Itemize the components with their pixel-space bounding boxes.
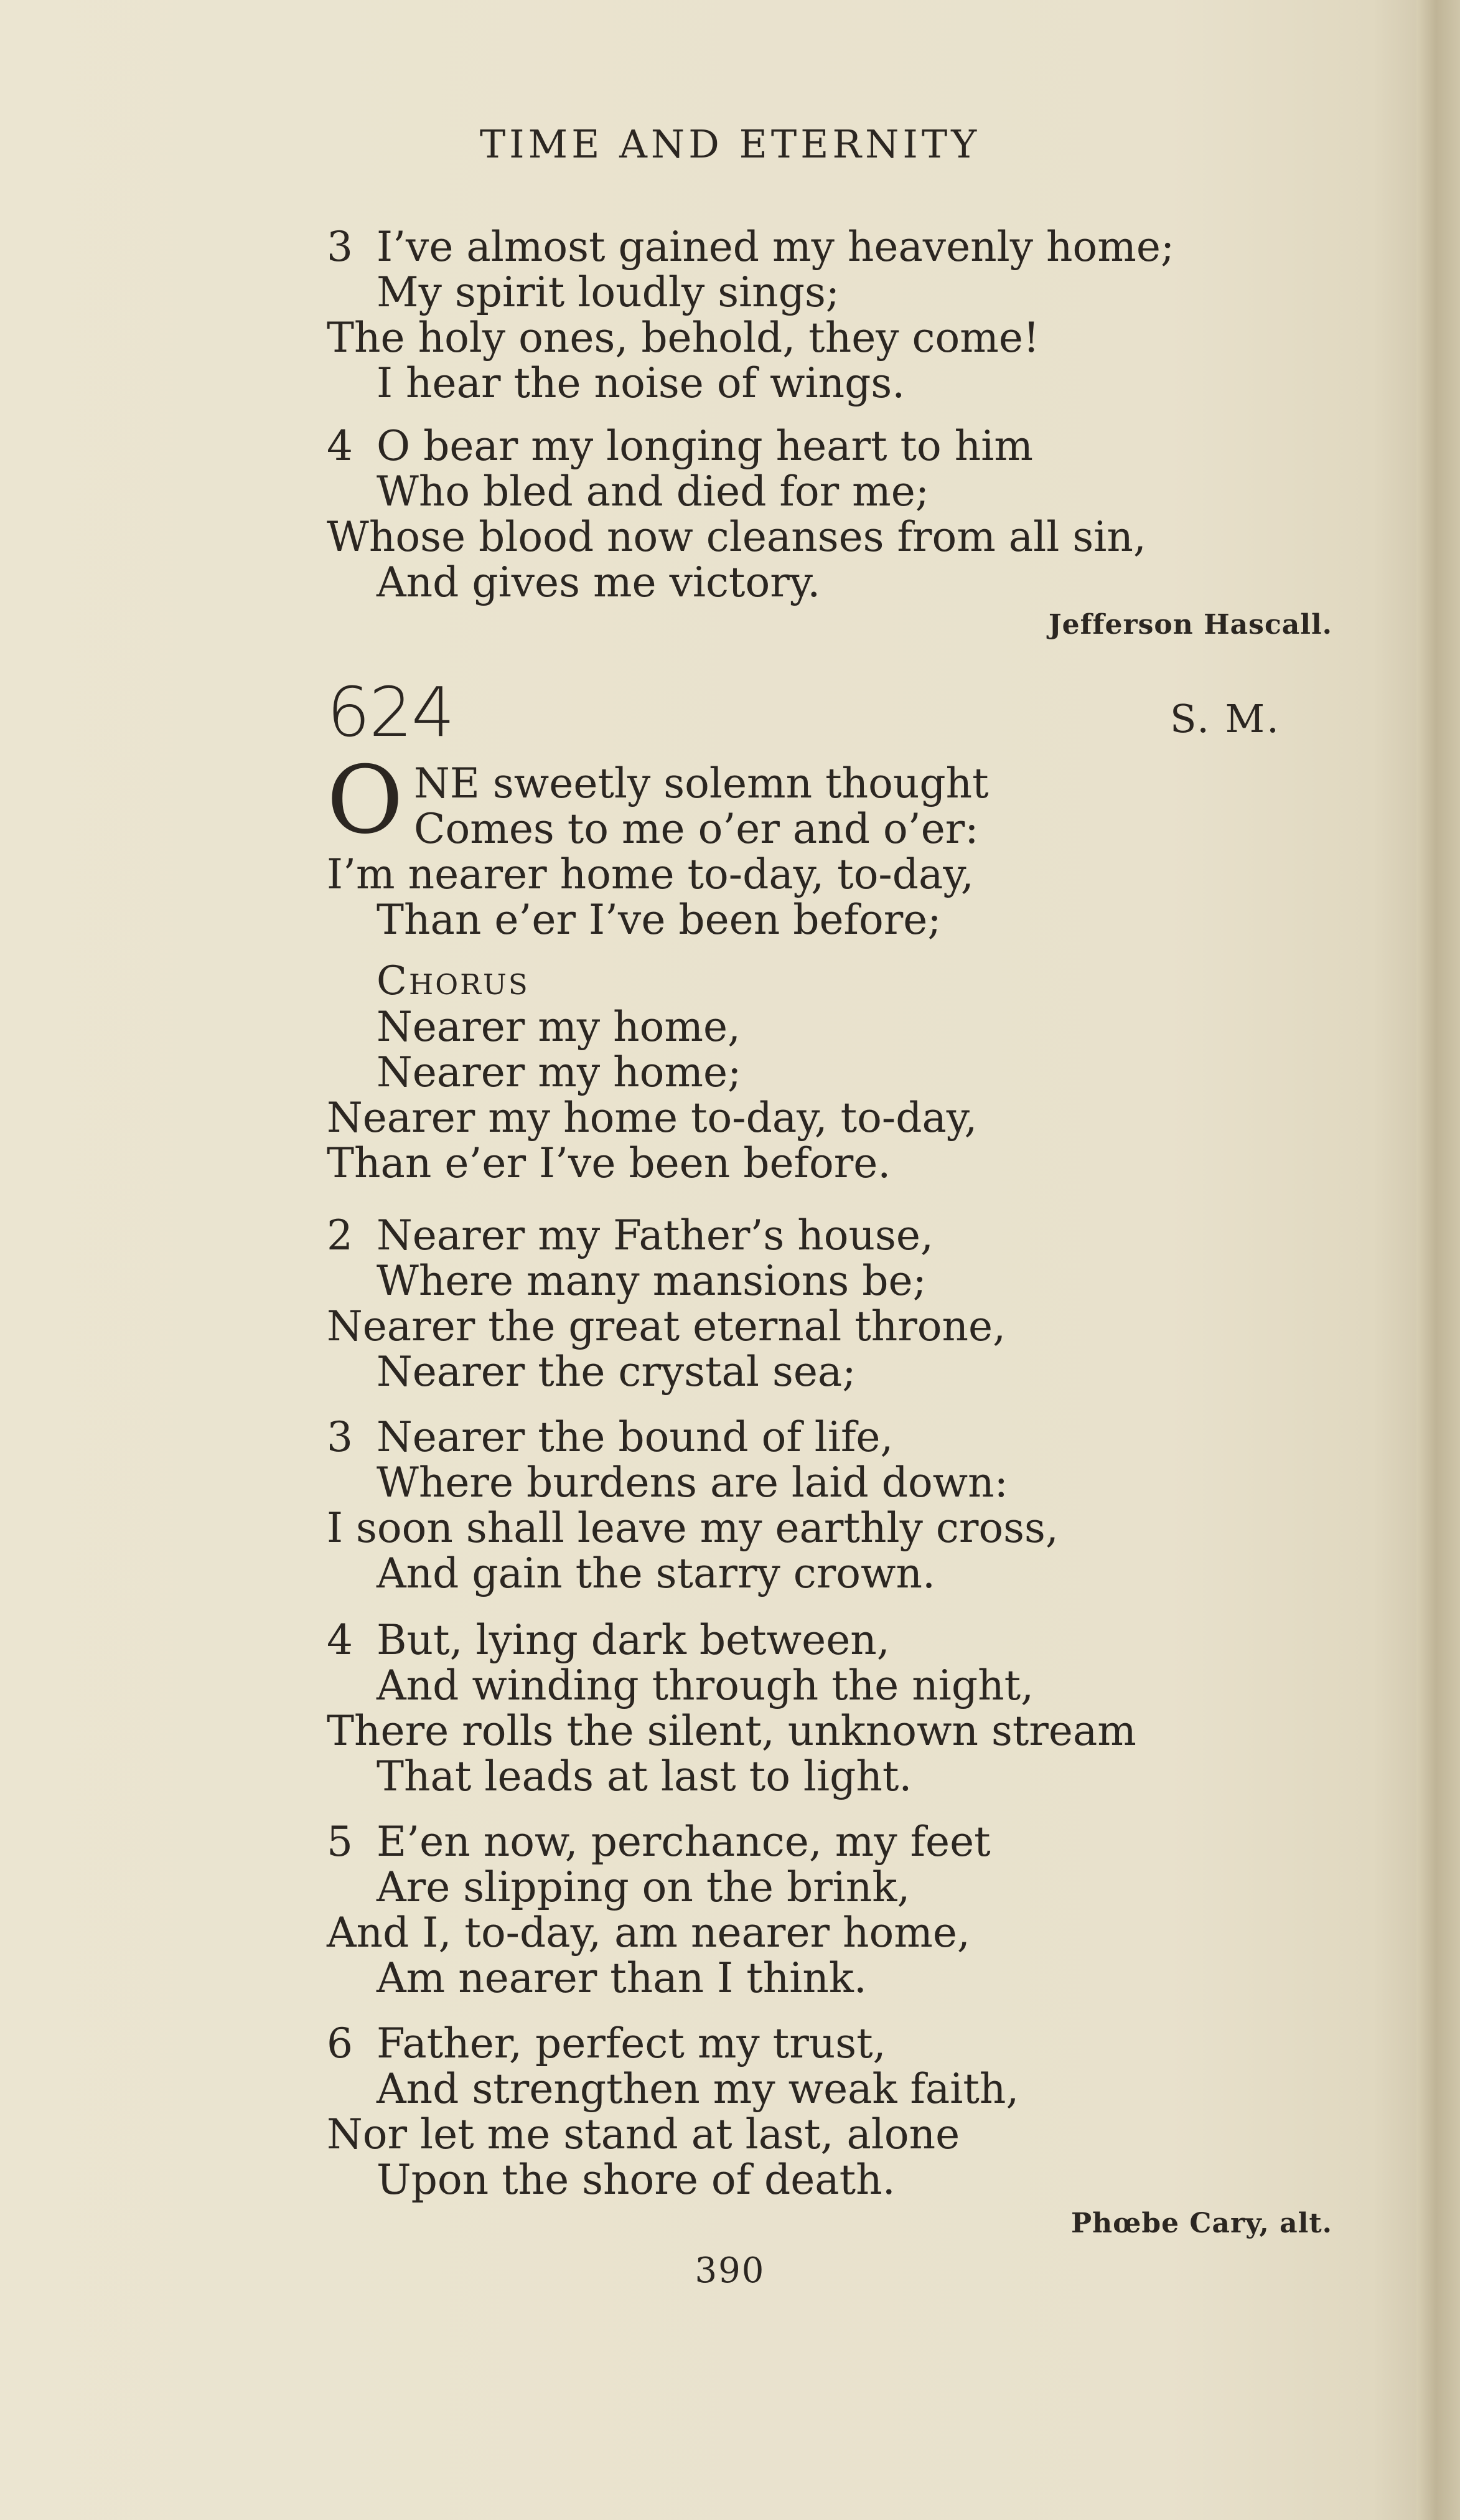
verse-line: Nearer the great eternal throne,: [327, 1302, 1006, 1350]
stanza-number: 6: [327, 2019, 353, 2067]
verse-line: I’m nearer home to-day, to-day,: [327, 850, 974, 898]
verse-line: The holy ones, behold, they come!: [327, 314, 1040, 362]
page-gutter: [1416, 0, 1460, 2520]
stanza-number: 2: [327, 1211, 353, 1259]
verse-line: My spirit loudly sings;: [377, 268, 840, 316]
verse-line: 6 Father, perfect my trust,: [327, 2019, 886, 2067]
hymn-meter: S. M.: [1170, 696, 1281, 741]
stanza-number: 5: [327, 1818, 353, 1866]
verse-line: Nearer the crystal sea;: [377, 1348, 856, 1396]
verse-line: 4 But, lying dark between,: [327, 1616, 890, 1664]
verse-line: I soon shall leave my earthly cross,: [327, 1504, 1059, 1552]
verse-line: Whose blood now cleanses from all sin,: [327, 513, 1146, 561]
hymn-author: Phœbe Cary, alt.: [1071, 2207, 1332, 2239]
verse-line: 3 Nearer the bound of life,: [327, 1413, 894, 1461]
verse-line: Than e’er I’ve been before;: [377, 896, 942, 944]
verse-line: Where many mansions be;: [377, 1257, 927, 1305]
verse-line: And I, to-day, am nearer home,: [327, 1909, 970, 1957]
hymn-number: 624: [327, 672, 454, 752]
verse-line: 2 Nearer my Father’s house,: [327, 1211, 934, 1259]
verse-line: 5 E’en now, perchance, my feet: [327, 1818, 991, 1866]
verse-line: Comes to me o’er and o’er:: [414, 805, 979, 853]
verse-line: Who bled and died for me;: [377, 468, 930, 515]
prev-hymn-author: Jefferson Hascall.: [1048, 609, 1332, 641]
stanza-number: 4: [327, 1616, 353, 1664]
stanza-number: 4: [327, 422, 353, 470]
chorus-label: Chorus: [377, 958, 530, 1004]
stanza-number: 3: [327, 223, 353, 271]
verse-line: Am nearer than I think.: [377, 1954, 867, 2002]
page-number: 390: [695, 2250, 765, 2291]
running-title: TIME AND ETERNITY: [479, 121, 981, 167]
verse-line: Where burdens are laid down:: [377, 1459, 1008, 1507]
verse-line: And strengthen my weak faith,: [377, 2065, 1019, 2113]
verse-line: 3 I’ve almost gained my heavenly home;: [327, 223, 1175, 271]
verse-line: NE sweetly solemn thought: [414, 759, 989, 807]
verse-line: Nearer my home to-day, to-day,: [327, 1094, 978, 1142]
verse-line: Upon the shore of death.: [377, 2156, 896, 2204]
hymn-stanza-1: [327, 746, 1372, 944]
verse-line: Nor let me stand at last, alone: [327, 2110, 960, 2158]
verse-line: And winding through the night,: [377, 1662, 1034, 1709]
verse-line: And gain the starry crown.: [377, 1549, 935, 1597]
stanza-number: 3: [327, 1413, 353, 1461]
prev-hymn-stanza-3: [327, 224, 1372, 406]
verse-line: 4 O bear my longing heart to him: [327, 422, 1033, 470]
verse-line: Are slipping on the brink,: [377, 1863, 910, 1911]
hymn-stanza-6: [327, 2021, 1372, 2203]
hymn-stanza-3: [327, 1414, 1372, 1596]
verse-line: Nearer my home;: [377, 1048, 742, 1096]
hymn-stanza-5: [327, 1819, 1372, 2001]
verse-line: There rolls the silent, unknown stream: [327, 1707, 1136, 1755]
verse-line: Than e’er I’ve been before.: [327, 1139, 891, 1187]
verse-line: I hear the noise of wings.: [377, 359, 905, 407]
hymn-stanza-4: [327, 1617, 1372, 1799]
hymn-chorus: [327, 959, 1372, 1186]
hymn-stanza-2: [327, 1213, 1372, 1394]
drop-cap: O: [327, 746, 403, 855]
prev-hymn-stanza-4: [327, 423, 1372, 605]
verse-line: Nearer my home,: [377, 1003, 741, 1051]
verse-line: And gives me victory.: [377, 558, 821, 606]
verse-line: That leads at last to light.: [377, 1752, 912, 1800]
